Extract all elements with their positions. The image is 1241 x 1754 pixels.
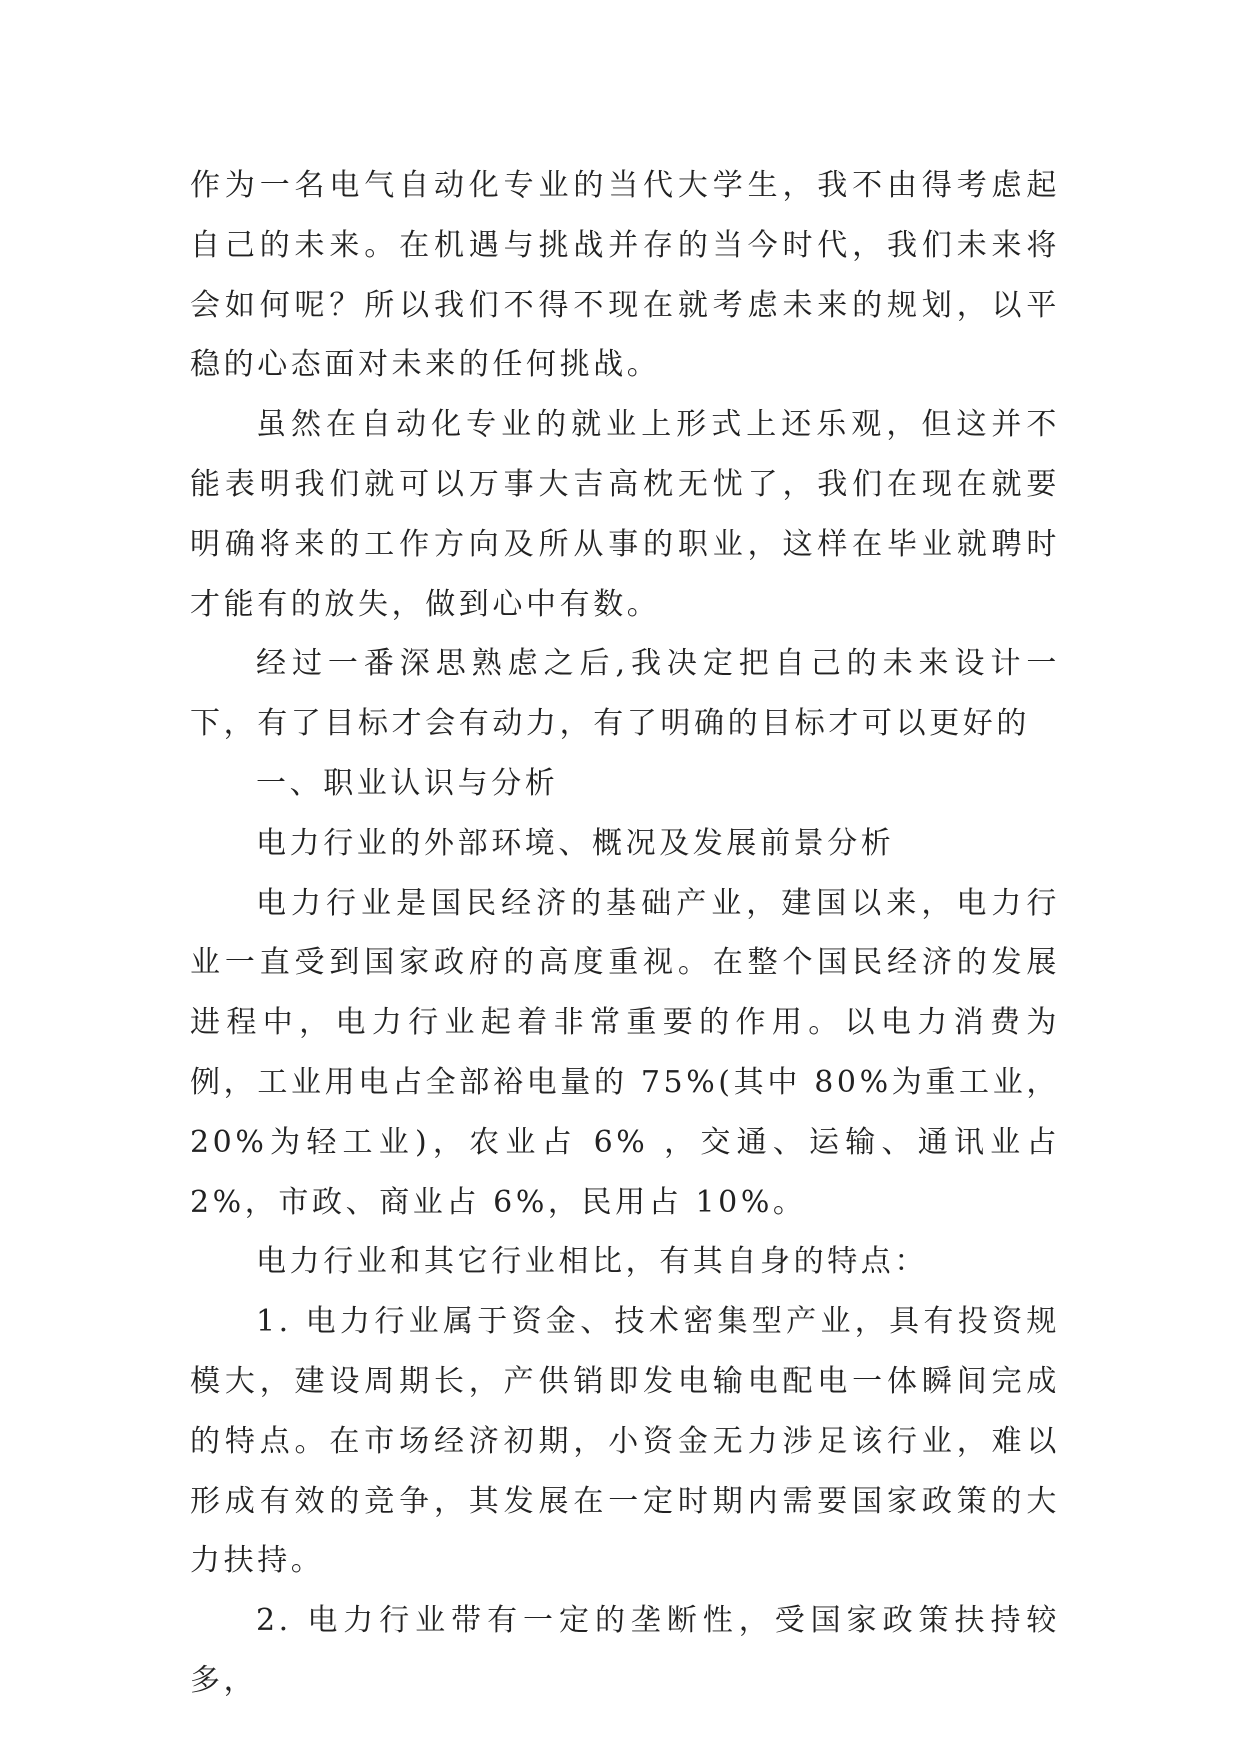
paragraph-design: 经过一番深思熟虑之后,我决定把自己的未来设计一下，有了目标才会有动力，有了明确的目标才可以更好的 <box>190 646 1060 742</box>
section-subheading: 电力行业的外部环境、概况及发展前景分析 <box>256 825 895 861</box>
list-item-feature-1: 1. 电力行业属于资金、技术密集型产业，具有投资规模大，建设周期长，产供销即发电输电配电一体瞬间完成的特点。在市场经济初期，小资金无力涉足该行业，难以形成有效的竞争，其发展在一定时期内需要国家政策的大力扶持。 <box>190 1304 1060 1579</box>
list-item-feature-2: 2. 电力行业带有一定的垄断性，受国家政策扶持较多， <box>190 1603 1060 1698</box>
document-body <box>190 156 1060 1711</box>
section-heading: 一、职业认识与分析 <box>256 765 559 801</box>
paragraph-features-intro: 电力行业和其它行业相比，有其自身的特点： <box>256 1244 928 1280</box>
paragraph-industry: 电力行业是国民经济的基础产业，建国以来，电力行业一直受到国家政府的高度重视。在整个国民经济的发展进程中，电力行业起着非常重要的作用。以电力消费为例，工业用电占全部裕电量的 75%(其中 80%为重工业，20%为轻工业)，农业占 6% ，交通、运输、通讯业占 2%，市政、商业占 6%，民用占 10%。 <box>190 885 1060 1220</box>
paragraph-employment: 虽然在自动化专业的就业上形式上还乐观，但这并不能表明我们就可以万事大吉高枕无忧了，我们在现在就要明确将来的工作方向及所从事的职业，这样在毕业就聘时才能有的放失，做到心中有数。 <box>190 407 1060 622</box>
paragraph-intro: 作为一名电气自动化专业的当代大学生，我不由得考虑起自己的未来。在机遇与挑战并存的当今时代，我们未来将会如何呢？所以我们不得不现在就考虑未来的规划，以平稳的心态面对未来的任何挑战。 <box>190 168 1060 383</box>
